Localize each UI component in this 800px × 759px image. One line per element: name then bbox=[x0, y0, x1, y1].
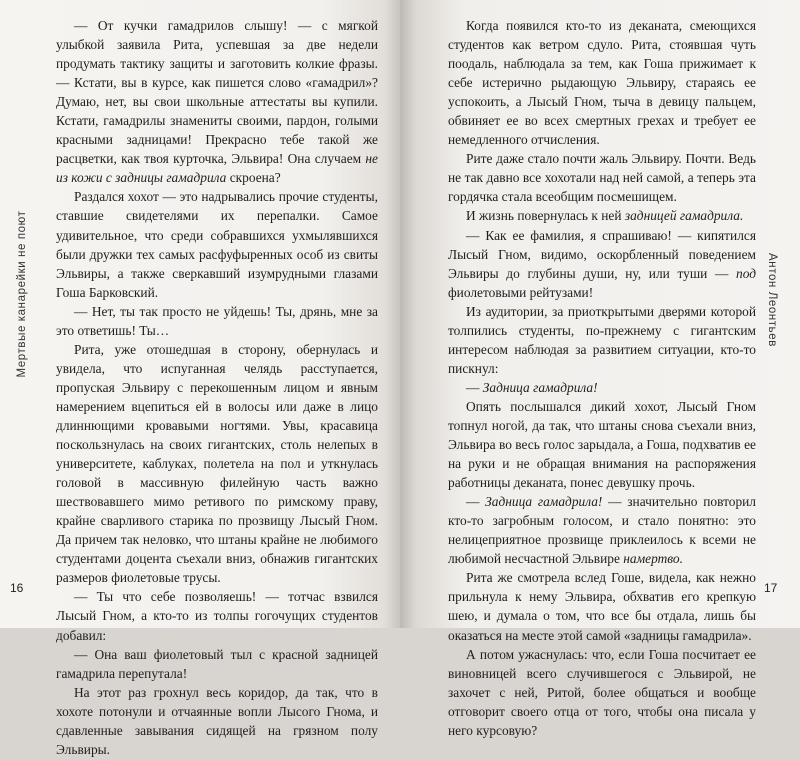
text-run: На этот раз грохнул весь коридор, да так, что в хохоте потонули и отчаянные вопли Лысого Гнома, и сдавленные завывания сидящей на грязном полу Эльвиры. bbox=[56, 684, 378, 757]
right-page bbox=[400, 0, 800, 738]
left-page-paragraph bbox=[56, 340, 378, 588]
right-page-paragraph bbox=[448, 16, 756, 149]
right-running-title: Антон Леонтьев bbox=[766, 253, 778, 347]
text-run: — Нет, ты так просто не уйдешь! Ты, дрянь, мне за это ответишь! Ты… bbox=[56, 303, 378, 338]
text-run: Когда появился кто-то из деканата, смеющихся студентов как ветром сдуло. Рита, стоявшая чуть поодаль, наблюдала за тем, как Гоша прижимает к себе истерично рыдающую Эльвиру, стараясь ее успокоить, а Лысый Гном, тыча в девицу пальцем, обвиняет ее во всех смертных грехах и требует ее немедленного отчисления. bbox=[448, 18, 756, 148]
text-run: — значительно повторил кто-то загробным голосом, и стало понятно: это нелицеприятное прозвище приклеилось к всеми не любимой несчастной Эльвире bbox=[448, 494, 756, 567]
italic-phrase: не из кожи с задницы гамадрила bbox=[56, 151, 378, 186]
italic-phrase: Задница гамадрила! bbox=[485, 494, 603, 510]
text-run: Рите даже стало почти жаль Эльвиру. Почти. Ведь не так давно все хохотали над ней самой, а теперь эта гордячка стала всеобщим посмешищем. bbox=[448, 151, 756, 205]
left-page-paragraph bbox=[56, 683, 378, 759]
left-running-title: Мертвые канарейки не поют bbox=[16, 210, 28, 378]
right-page-paragraph bbox=[448, 378, 756, 397]
text-run: — От кучки гамадрилов слышу! — с мягкой улыбкой заявила Рита, успевшая за две недели продумать тактику защиты и заготовить колкие фразы. — Кстати, вы в курсе, как пишется слово «гамадрил»? Думаю, нет, вы свои школьные аттестаты вы купили. Кстати, гамадрилы знамениты своими, пардон, голыми красными задницами! Прекрасно тебе такой же расцветки, как твоя курточка, Эльвира! Она случаем bbox=[56, 18, 378, 167]
right-page-paragraph bbox=[448, 492, 756, 568]
italic-phrase: намертво. bbox=[623, 551, 683, 567]
text-run: Из аудитории, за приоткрытыми дверями которой толпились студенты, по-прежнему с гигантским интересом наблюдая за развитием ситуации, кто-то пискнул: bbox=[448, 303, 756, 376]
text-run: Опять послышался дикий хохот, Лысый Гном топнул ногой, да так, что штаны снова съехали вниз, Эльвира во весь голос зарыдала, а Гоша, подхватив ее на руки и не обращая внимания на распоряжения работницы деканата, понес девушку прочь. bbox=[448, 398, 756, 491]
text-run: Раздался хохот — это надрывались прочие студенты, ставшие свидетелями их перепалки. Самое удивительное, что среди собравшихся ухмылявшихся были дружки тех самых расфуфыренных особ из свиты Эльвиры, а также сверкавший изумрудными глазами Гоша Барковский. bbox=[56, 189, 378, 300]
italic-phrase: задницей гамадрила. bbox=[624, 208, 744, 224]
text-run: А потом ужаснулась: что, если Гоша посчитает ее виновницей всего случившегося с Эльвирой, не захочет с ней, Ритой, более общаться и вообще отговорит своего отца от того, чтобы она писала у него курсовую? bbox=[448, 646, 756, 738]
left-page-paragraph bbox=[56, 187, 378, 301]
text-run: — Она ваш фиолетовый тыл с красной задницей гамадрила перепутала! bbox=[56, 646, 378, 681]
left-page-paragraph bbox=[56, 587, 378, 644]
left-page-text bbox=[56, 16, 378, 759]
right-page-paragraph bbox=[448, 302, 756, 378]
text-run: — bbox=[466, 494, 486, 510]
text-run: Рита, уже отошедшая в сторону, обернулась и увидела, что испуганная челядь расступается, пропуская Эльвиру с перекошенным лицом и явным намерением вцепиться ей в волосы или даже в лицо длиннющими кровавыми ногтями. Увы, красавица поскользнулась на своих гигантских, столь нелепых в университете, каблуках, полетела на пол и уткнулась головой в массивную филейную часть важно шествовавшего мимо ретивого по римскому праву, крайне сварливого старика по прозвищу Лысый Гном. Да причем так неловко, что штаны крайне не любимого студентами доцента съехали вниз, обнажив гигантских размеров фиолетовые трусы. bbox=[56, 341, 378, 586]
right-page-paragraph bbox=[448, 645, 756, 740]
left-page-number: 16 bbox=[10, 581, 24, 595]
right-page-paragraph bbox=[448, 568, 756, 644]
right-page-number: 17 bbox=[764, 581, 778, 595]
left-page-paragraph bbox=[56, 16, 378, 187]
right-page-paragraph bbox=[448, 206, 756, 225]
right-page-paragraph bbox=[448, 226, 756, 302]
text-run: Рита же смотрела вслед Гоше, видела, как нежно прильнула к нему Эльвира, обхватив его крепкую шею, и думала о том, что все бы отдала, лишь бы оказаться на месте этой самой «задницы гамадрила». bbox=[448, 570, 756, 643]
text-run: И жизнь повернулась к ней bbox=[466, 208, 625, 224]
text-run: фиолетовыми рейтузами! bbox=[448, 284, 594, 300]
right-page-paragraph bbox=[448, 397, 756, 492]
left-page-paragraph bbox=[56, 645, 378, 683]
left-page bbox=[0, 0, 400, 757]
italic-phrase: Задница гамадрила! bbox=[482, 379, 598, 395]
text-run: — Ты что себе позволяешь! — тотчас взвился Лысый Гном, а кто-то из толпы гогочущих студентов добавил: bbox=[56, 589, 378, 643]
right-page-paragraph bbox=[448, 149, 756, 206]
text-run: скроена? bbox=[226, 170, 281, 186]
left-page-paragraph bbox=[56, 302, 378, 340]
right-page-text bbox=[448, 16, 756, 740]
italic-phrase: под bbox=[736, 265, 756, 281]
text-run: — bbox=[466, 379, 483, 395]
text-run: — Как ее фамилия, я спрашиваю! — кипятился Лысый Гном, видимо, оскорбленный поведением Эльвиры до глубины души, ну, или туши — bbox=[448, 227, 756, 281]
